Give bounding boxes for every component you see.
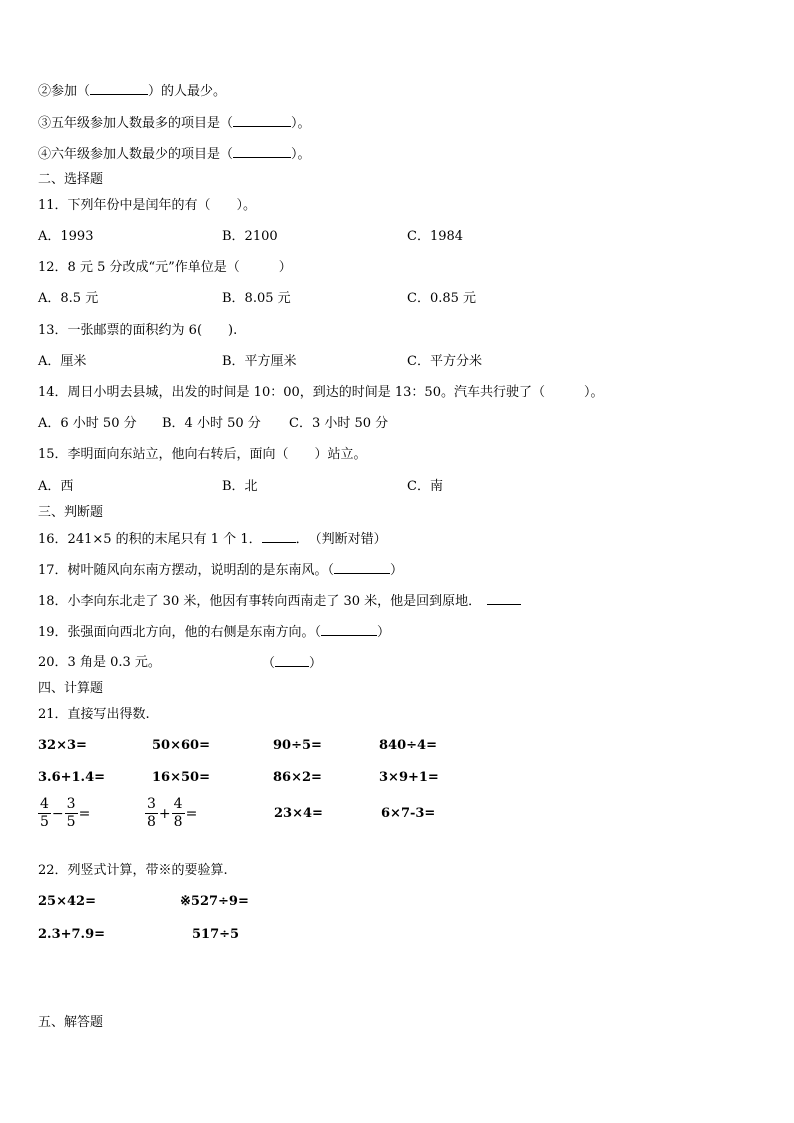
question-11: 11．下列年份中是闰年的有（ ）。: [38, 198, 257, 213]
calc-expr: 23×4=: [274, 806, 323, 821]
fraction: $\frac{4}{5}$: [40, 796, 49, 830]
section-heading-solve: 五、解答题: [38, 1015, 104, 1030]
calc-expr: 2.3+7.9=: [38, 927, 106, 942]
answer-blank[interactable]: [334, 561, 390, 574]
fill-item-2: ②参加（ ）的人最少。: [38, 84, 227, 99]
calc-expr: 32×3=: [38, 738, 87, 753]
calc-expr: 16×50=: [152, 770, 210, 785]
option-c[interactable]: C．平方分米: [407, 354, 482, 369]
answer-blank[interactable]: [275, 654, 309, 667]
answer-blank[interactable]: [90, 82, 148, 95]
calc-expr: 86×2=: [273, 770, 322, 785]
question-17: 17．树叶随风向东南方摆动，说明刮的是东南风。（ ）: [38, 563, 404, 578]
question-21: 21．直接写出得数.: [38, 707, 150, 722]
fill-item-4: ④六年级参加人数最少的项目是（ ）。: [38, 147, 311, 162]
answer-blank[interactable]: [262, 530, 296, 543]
option-b[interactable]: B．4 小时 50 分: [162, 416, 261, 431]
calc-expr: 517÷5: [192, 927, 240, 942]
answer-blank[interactable]: [233, 145, 291, 158]
answer-blank[interactable]: [233, 114, 291, 127]
fraction: $\frac{3}{5}$: [66, 796, 76, 830]
question-16: 16．241×5 的积的末尾只有 1 个 1． ． （判断对错）: [38, 532, 387, 547]
question-20-answer: （ ）: [262, 656, 323, 671]
section-heading-choice: 二、选择题: [38, 172, 104, 187]
calc-expr: 3.6+1.4=: [38, 770, 106, 785]
option-b[interactable]: B．2100: [222, 229, 278, 244]
option-b[interactable]: B．北: [222, 479, 258, 494]
calc-expr: 840÷4=: [379, 738, 437, 753]
section-heading-calc: 四、计算题: [38, 681, 104, 696]
question-14: 14．周日小明去县城，出发的时间是 10：00，到达的时间是 13：50。汽车共行驶了（ ）。: [38, 385, 604, 400]
question-13: 13．一张邮票的面积约为 6( ).: [38, 323, 238, 338]
option-b[interactable]: B．平方厘米: [222, 354, 297, 369]
option-c[interactable]: C．1984: [407, 229, 464, 244]
question-15: 15．李明面向东站立，他向右转后，面向（ ）站立。: [38, 447, 367, 462]
question-22: 22．列竖式计算，带※的要验算.: [38, 863, 228, 878]
option-a[interactable]: A．1993: [38, 229, 94, 244]
option-b[interactable]: B．8.05 元: [222, 291, 291, 306]
question-20: 20．3 角是 0.3 元。: [38, 655, 161, 670]
calc-expr: 50×60=: [152, 738, 210, 753]
calc-expr: 90÷5=: [273, 738, 322, 753]
calc-expr: 25×42=: [38, 894, 96, 909]
calc-expr: 6×7-3=: [381, 806, 436, 821]
question-19: 19．张强面向西北方向，他的右侧是东南方向。（ ）: [38, 625, 391, 640]
option-c[interactable]: C．南: [407, 479, 443, 494]
answer-blank[interactable]: [321, 623, 377, 636]
question-18: 18．小李向东北走了 30 米，他因有事转向西南走了 30 米，他是回到原地．: [38, 592, 521, 611]
question-12: 12．8 元 5 分改成“元”作单位是（ ）: [38, 260, 292, 275]
option-c[interactable]: C．3 小时 50 分: [289, 416, 389, 431]
section-heading-judge: 三、判断题: [38, 505, 104, 520]
option-c[interactable]: C．0.85 元: [407, 291, 477, 306]
fraction: $\frac{4}{8}$: [173, 796, 183, 830]
option-a[interactable]: A．8.5 元: [38, 291, 99, 306]
fraction-expression-1: $\frac{4}{5}$ − $\frac{3}{5}$ =: [40, 796, 91, 830]
calc-expr: 3×9+1=: [379, 770, 439, 785]
fraction: $\frac{3}{8}$: [147, 796, 156, 830]
option-a[interactable]: A．6 小时 50 分: [38, 416, 137, 431]
fill-item-3: ③五年级参加人数最多的项目是（ ）。: [38, 116, 311, 131]
option-a[interactable]: A．厘米: [38, 354, 87, 369]
answer-blank[interactable]: [487, 592, 521, 605]
calc-expr: ※527÷9=: [180, 894, 249, 909]
fraction-expression-2: $\frac{3}{8}$ + $\frac{4}{8}$ =: [147, 796, 198, 830]
option-a[interactable]: A．西: [38, 479, 74, 494]
